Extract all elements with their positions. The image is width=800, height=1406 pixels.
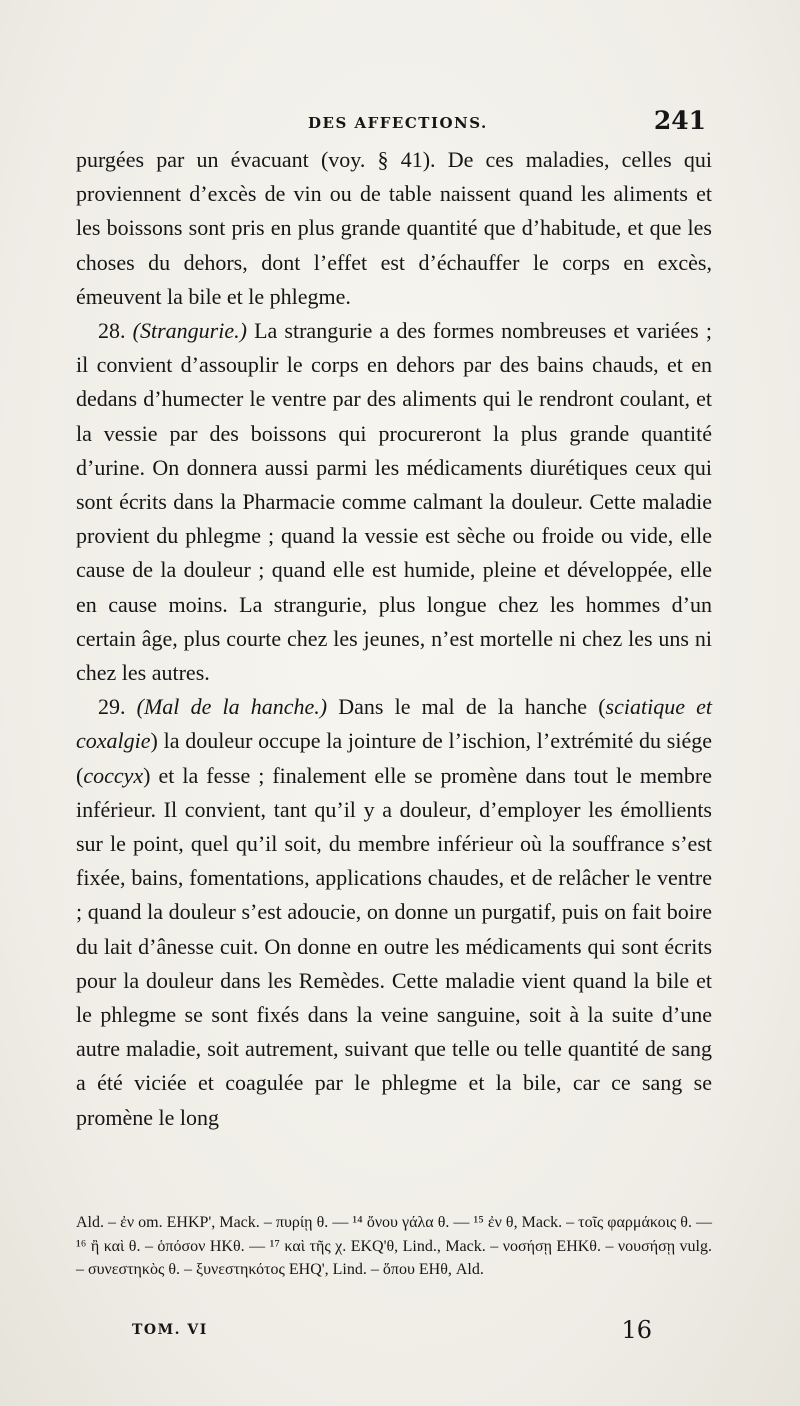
section-title: (Strangurie.): [132, 318, 247, 344]
gathering-number: 16: [621, 1316, 652, 1344]
section-text: ) et la fesse ; finalement elle se promène dans tout le membre inférieur. Il convient, tant qu’il y a douleur, d’employer les émollients sur le point, quel qu’il soit, du membre inférieur où la souffrance s’est fixée, bains, fomentations, applications chaudes, et de relâcher le ventre ; quand la douleur s’est adoucie, on donne un purgatif, puis on fait boire du lait d’ânesse cuit. On donne en outre les médicaments qui sont écrits pour la douleur dans les Remèdes. Cette maladie vient quand la bile et le phlegme se sont fixés dans la veine sanguine, soit à la suite d’une autre maladie, soit autrement, suivant que telle ou telle quantité de sang a été viciée et coagulée par le phlegme et la bile, car ce sang se promène le long: [76, 762, 712, 1130]
page-footer: [132, 1316, 652, 1346]
critical-apparatus: Ald. – ἐν om. EHKP', Mack. – πυρίῃ θ. — ¹⁴ ὄνου γάλα θ. — ¹⁵ ἐν θ, Mack. – τοῖς φαρμάκοις θ. — ¹⁶ ἢ καὶ θ. – ὁπόσον HKθ. — ¹⁷ καὶ τῆς χ. EKQ'θ, Lind., Mack. – νοσήσῃ EHKθ. – νουσήσῃ vulg. – συνεστηκὸς θ. – ξυνεστηκότος EHQ', Lind. – ὅπου EHθ, Ald.: [76, 1214, 712, 1278]
paragraph-continuation: purgées par un évacuant (voy. § 41). De ces maladies, celles qui proviennent d’excès de vin ou de table naissent quand les aliments et les boissons sont pris en plus grande quantité que d’habitude, et que les choses du dehors, dont l’effet est d’échauffer le corps en excès, émeuvent la bile et le phlegme.: [76, 147, 712, 309]
page-number: 241: [653, 106, 706, 135]
section-text: La strangurie a des formes nombreuses et variées ; il convient d’assouplir le corps en dehors par des bains chauds, et en dedans d’humecter le ventre par des aliments qui le rendront coulant, et la vessie par des boissons qui procureront la plus grande quantité d’urine. On donnera aussi parmi les médicaments diurétiques ceux qui sont écrits dans la Pharmacie comme calmant la douleur. Cette maladie provient du phlegme ; quand la vessie est sèche ou froide ou vide, elle cause de la douleur ; quand elle est humide, pleine et développée, elle en cause moins. La strangurie, plus longue chez les hommes d’un certain âge, plus courte chez les jeunes, n’est mortelle ni chez les uns ni chez les autres.: [76, 318, 712, 686]
section-title: (Mal de la hanche.): [136, 694, 328, 720]
main-text: [76, 143, 712, 1135]
section-number: 28.: [98, 318, 126, 344]
running-head: DES AFFECTIONS.: [308, 114, 488, 132]
volume-signature: TOM. VI: [132, 1322, 208, 1338]
section-text: Dans le mal de la hanche (: [327, 694, 606, 720]
section-number: 29.: [98, 694, 126, 720]
italic-term: coccyx: [83, 762, 144, 788]
section-29: [76, 690, 712, 1135]
section-text: ) la douleur occupe la jointure de l’ischion, l’extrémité du siége (: [76, 728, 712, 788]
section-28: [76, 314, 712, 690]
italic-term: sciatique et coxalgie: [76, 694, 713, 754]
page-header: [76, 106, 716, 140]
